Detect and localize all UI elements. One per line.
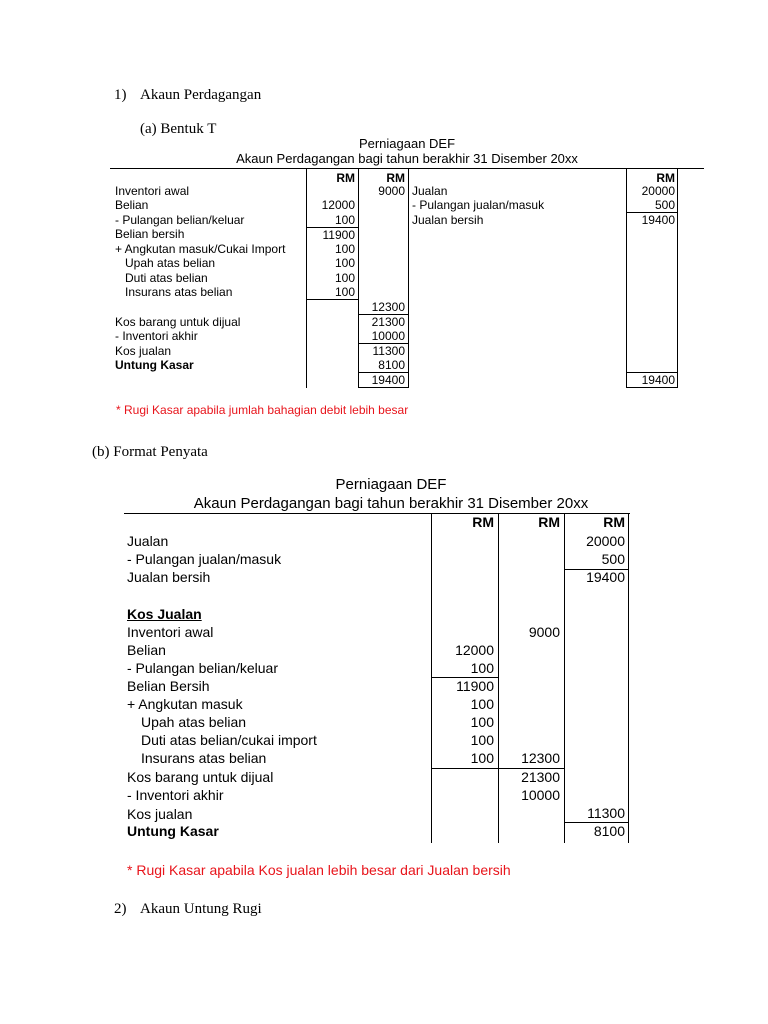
t-account-top-rule <box>110 168 704 169</box>
t-debit-amount: 12000 <box>321 198 355 212</box>
t-account-note: * Rugi Kasar apabila jumlah bahagian debit lebih besar <box>116 403 409 417</box>
t-credit-total: 19400 <box>641 373 675 387</box>
statement-title: Akaun Perdagangan bagi tahun berakhir 31 Disember 20xx <box>193 495 589 512</box>
statement-amount: 11300 <box>587 805 625 821</box>
statement-rm-header-1: RM <box>472 514 494 530</box>
section-1-title: Akaun Perdagangan <box>140 87 262 103</box>
t-credit-amount: 20000 <box>641 184 675 198</box>
t-debit-amount: 100 <box>334 285 355 299</box>
t-subtotal-rule <box>306 299 358 300</box>
statement-row-label: Inventori awal <box>127 624 214 640</box>
statement-row-label: Upah atas belian <box>141 714 247 730</box>
t-credit-label: Jualan bersih <box>412 213 484 227</box>
t-credit-amount: 500 <box>654 198 675 212</box>
t-rm-header-1: RM <box>336 171 355 185</box>
t-debit-amount: 100 <box>334 256 355 270</box>
t-credit-amount: 19400 <box>641 213 675 227</box>
statement-business-name: Perniagaan DEF <box>335 476 447 493</box>
section-2-number: 2) <box>114 901 127 917</box>
statement-amount: 20000 <box>586 533 625 549</box>
t-debit-amount: 11300 <box>372 344 405 358</box>
t-debit-total: 19400 <box>371 373 405 387</box>
statement-amount: 12300 <box>521 750 560 766</box>
t-debit-label: + Angkutan masuk/Cukai Import <box>115 242 286 256</box>
t-rm-header-2: RM <box>386 171 405 185</box>
section-2-title: Akaun Untung Rugi <box>140 901 262 917</box>
statement-row-label: - Inventori akhir <box>127 787 224 803</box>
t-debit-label: Belian bersih <box>115 227 185 241</box>
t-account <box>110 135 704 393</box>
t-debit-label: Upah atas belian <box>125 256 216 270</box>
t-debit-label: Insurans atas belian <box>125 285 233 299</box>
t-debit-label: Duti atas belian <box>125 271 208 285</box>
t-credit-label: - Pulangan jualan/masuk <box>412 198 545 212</box>
t-debit-amount: 12300 <box>371 300 405 314</box>
statement-format <box>118 472 664 852</box>
t-debit-amount: 100 <box>334 271 355 285</box>
statement-amount: 10000 <box>521 787 560 803</box>
t-credit-col-right <box>677 168 678 388</box>
t-debit-label: - Inventori akhir <box>115 329 198 343</box>
t-debit-amount: 10000 <box>371 329 405 343</box>
t-total-rule <box>358 387 408 388</box>
statement-row-label: Duti atas belian/cukai import <box>141 732 317 748</box>
t-debit-label: Kos jualan <box>115 344 172 358</box>
statement-amount: 100 <box>470 732 494 748</box>
section-1-heading <box>114 87 261 104</box>
statement-amount: 12000 <box>455 642 494 658</box>
statement-row-label: Insurans atas belian <box>141 750 267 766</box>
statement-row-label: Kos jualan <box>127 806 193 822</box>
statement-subtotal-rule <box>431 768 498 769</box>
statement-row-label: Jualan bersih <box>127 569 211 585</box>
statement-amount: 21300 <box>521 769 560 785</box>
t-debit-label: Untung Kasar <box>115 358 194 372</box>
statement-section-label: Kos Jualan <box>127 606 202 622</box>
t-debit-amount: 9000 <box>378 184 405 198</box>
t-account-center-line <box>408 168 409 388</box>
statement-row-label: Belian <box>127 642 166 658</box>
statement-col3-right <box>628 513 629 843</box>
statement-rm-header-2: RM <box>538 514 560 530</box>
t-rm-header-3: RM <box>656 171 675 185</box>
t-debit-label: Kos barang untuk dijual <box>115 315 241 329</box>
t-debit-amount: 100 <box>334 242 355 256</box>
section-1b-heading: (b) Format Penyata <box>92 444 208 460</box>
section-1-number: 1) <box>114 87 127 103</box>
statement-row-label: - Pulangan jualan/masuk <box>127 551 282 567</box>
statement-amount: 500 <box>601 551 625 567</box>
t-debit-amount: 21300 <box>371 315 405 329</box>
statement-amount: 8100 <box>593 823 625 839</box>
statement-note: * Rugi Kasar apabila Kos jualan lebih besar dari Jualan bersih <box>127 862 511 878</box>
t-credit-label: Jualan <box>412 184 448 198</box>
statement-amount: 11900 <box>456 678 494 694</box>
t-debit-amount: 100 <box>334 213 355 227</box>
t-debit-label: Belian <box>115 198 149 212</box>
section-1a-heading: (a) Bentuk T <box>140 121 217 137</box>
statement-rm-header-3: RM <box>603 514 625 530</box>
statement-row-label: - Pulangan belian/keluar <box>127 660 278 676</box>
t-account-title: Akaun Perdagangan bagi tahun berakhir 31 Disember 20xx <box>236 151 578 166</box>
statement-row-label: Jualan <box>127 533 169 549</box>
statement-amount: 19400 <box>586 569 625 585</box>
t-total-rule <box>626 387 678 388</box>
statement-row-label: Kos barang untuk dijual <box>127 769 274 785</box>
statement-row-label: Belian Bersih <box>127 678 210 694</box>
t-debit-amount: 8100 <box>378 358 405 372</box>
t-debit-label: - Pulangan belian/keluar <box>115 213 245 227</box>
statement-amount: 100 <box>470 750 494 766</box>
t-debit-amount: 11900 <box>322 228 355 242</box>
statement-amount: 100 <box>470 714 494 730</box>
t-debit-label: Inventori awal <box>115 184 190 198</box>
statement-amount: 100 <box>470 696 494 712</box>
t-account-business-name: Perniagaan DEF <box>358 136 456 151</box>
statement-amount: 9000 <box>528 624 560 640</box>
statement-row-label: Untung Kasar <box>127 823 219 839</box>
statement-amount: 100 <box>470 660 494 676</box>
statement-row-label: + Angkutan masuk <box>127 696 243 712</box>
section-2-heading <box>114 901 262 918</box>
